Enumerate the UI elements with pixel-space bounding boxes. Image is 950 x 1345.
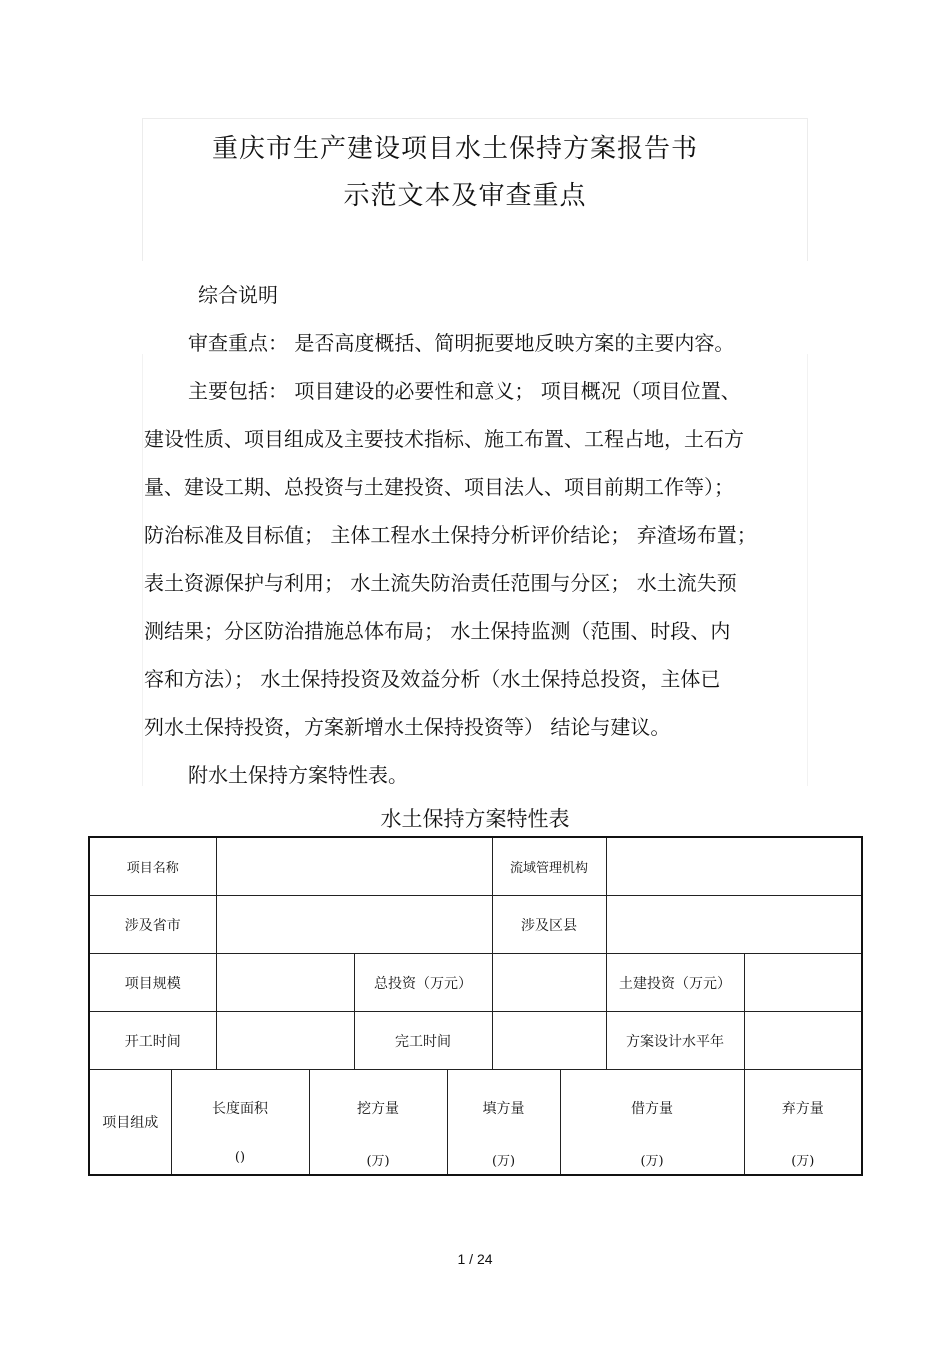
body-line: 主要包括： 项目建设的必要性和意义； 项目概况（项目位置、	[188, 379, 741, 403]
composition-column	[309, 1070, 447, 1176]
table-row	[89, 837, 862, 896]
basin-agency-label: 流域管理机构	[492, 837, 606, 896]
district-county-value	[606, 896, 862, 954]
column-unit: (万)	[366, 1154, 390, 1169]
column-header: 长度面积	[212, 1101, 268, 1117]
table-row	[89, 954, 862, 1012]
finish-time-value	[492, 1012, 606, 1070]
civil-investment-value	[744, 954, 862, 1012]
table-row	[89, 1012, 862, 1070]
document-title-line1: 重庆市生产建设项目水土保持方案报告书	[211, 134, 698, 164]
civil-investment-label: 土建投资（万元）	[606, 954, 744, 1012]
body-line: 量、建设工期、总投资与土建投资、项目法人、项目前期工作等）；	[144, 475, 734, 499]
project-name-label: 项目名称	[89, 837, 216, 896]
column-unit: ()	[234, 1150, 246, 1165]
spec-table	[88, 836, 863, 1176]
table-row	[89, 896, 862, 954]
body-line: 表土资源保护与利用； 水土流失防治责任范围与分区； 水土流失预	[144, 571, 737, 595]
design-year-label: 方案设计水平年	[606, 1012, 744, 1070]
page-number: 1 / 24	[457, 1251, 493, 1267]
composition-label	[89, 1070, 171, 1176]
table-row	[89, 1070, 862, 1176]
province-city-label: 涉及省市	[89, 896, 216, 954]
composition-label-text: 项目组成	[102, 1115, 159, 1131]
column-unit: (万)	[491, 1154, 516, 1169]
total-investment-value	[492, 954, 606, 1012]
column-unit: (万)	[640, 1154, 664, 1169]
column-header: 挖方量	[357, 1101, 400, 1117]
body-line: 容和方法）； 水土保持投资及效益分析（水土保持总投资，主体已	[144, 667, 721, 691]
composition-column	[560, 1070, 744, 1176]
column-header: 借方量	[631, 1101, 674, 1117]
district-county-label: 涉及区县	[492, 896, 606, 954]
province-city-value	[216, 896, 492, 954]
column-header: 弃方量	[781, 1101, 824, 1117]
basin-agency-value	[606, 837, 862, 896]
finish-time-label: 完工时间	[354, 1012, 492, 1070]
attachment-note: 附水土保持方案特性表。	[188, 763, 408, 787]
body-line: 列水土保持投资，方案新增水土保持投资等） 结论与建议。	[144, 715, 671, 739]
section-heading: 综合说明	[198, 283, 278, 307]
project-name-value	[216, 837, 492, 896]
composition-column	[447, 1070, 560, 1176]
design-year-value	[744, 1012, 862, 1070]
body-line: 测结果；分区防治措施总体布局； 水土保持监测（范围、时段、内	[144, 619, 731, 643]
body-line: 建设性质、项目组成及主要技术指标、施工布置、工程占地，土石方	[144, 427, 744, 451]
column-header: 填方量	[482, 1101, 525, 1117]
project-scale-value	[216, 954, 354, 1012]
composition-column	[171, 1070, 309, 1176]
start-time-label: 开工时间	[89, 1012, 216, 1070]
column-unit: (万)	[791, 1154, 815, 1169]
composition-column	[744, 1070, 862, 1176]
review-point: 审查重点： 是否高度概括、简明扼要地反映方案的主要内容。	[188, 331, 735, 355]
table-title: 水土保持方案特性表	[380, 807, 570, 831]
body-line: 防治标准及目标值； 主体工程水土保持分析评价结论； 弃渣场布置；	[144, 523, 757, 547]
start-time-value	[216, 1012, 354, 1070]
total-investment-label: 总投资（万元）	[354, 954, 492, 1012]
project-scale-label: 项目规模	[89, 954, 216, 1012]
document-title-line2: 示范文本及审查重点	[343, 181, 587, 211]
